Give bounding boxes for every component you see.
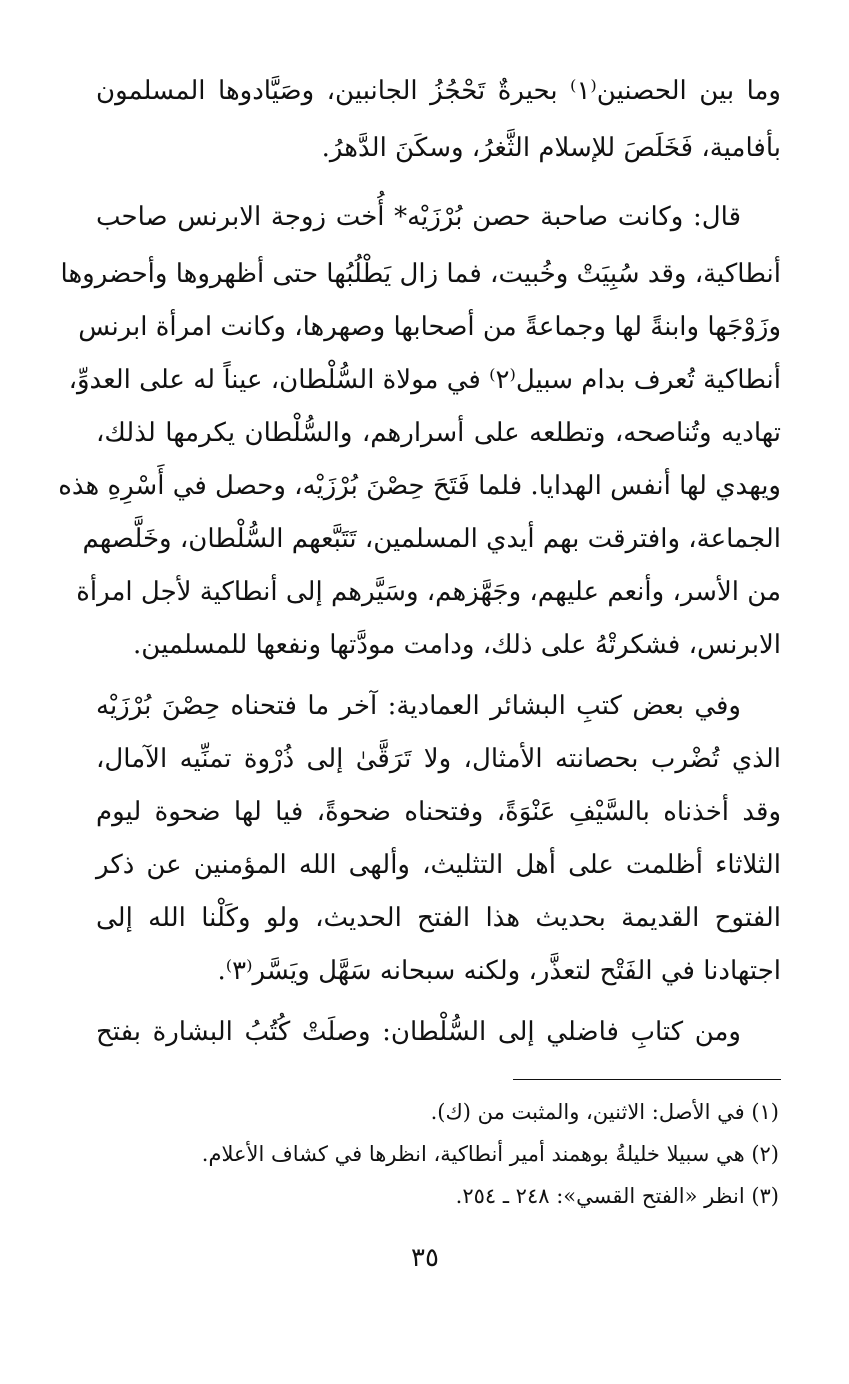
footnote-2: (٢) هي سبيلا خليلةُ بوهمند أمير أنطاكية، انظرها في كشاف الأعلام. <box>201 1142 779 1166</box>
body-line-14: وقد أخذناه بالسَّيْفِ عَنْوَةً، وفتحناه ضحوةً، فيا لها ضحوة ليوم <box>96 797 781 827</box>
body-line-6: أنطاكية تُعرف بدام سبيل⁽٢⁾ في مولاة السُّلْطان، عيناً له على العدوِّ، <box>68 365 781 395</box>
body-line-8: ويهدي لها أنفس الهدايا. فلما فَتَحَ حِصْنَ بُرْزَيْه، وحصل في أَسْرِهِ هذه <box>58 471 781 501</box>
body-line-10: من الأسر، وأنعم عليهم، وجَهَّزهم، وسَيَّرهم إلى أنطاكية لأجل امرأة <box>76 577 781 607</box>
body-line-1: وما بين الحصنين⁽١⁾ بحيرةٌ تَحْجُزُ الجانبين، وصَيَّادوها المسلمون <box>96 76 781 106</box>
footnote-3: (٣) انظر «الفتح القسي»: ٢٤٨ ـ ٢٥٤. <box>455 1184 779 1208</box>
body-line-2: بأفامية، فَخَلَصَ للإسلام الثَّغرُ، وسكَنَ الدَّهرُ. <box>321 133 781 163</box>
body-line-5: وزَوْجَها وابنةً لها وجماعةً من أصحابها وصهرها، وكانت امرأة ابرنس <box>78 312 781 342</box>
body-line-12: وفي بعض كتبِ البشائر العمادية: آخر ما فتحناه حِصْنَ بُرْزَيْه <box>96 691 741 721</box>
body-line-3: قال: وكانت صاحبة حصن بُرْزَيْه* أُخت زوجة الابرنس صاحب <box>96 202 741 232</box>
footnote-separator <box>513 1079 781 1080</box>
body-line-15: الثلاثاء أظلمت على أهل التثليث، وألهى الله المؤمنين عن ذكر <box>96 850 781 880</box>
body-line-18: ومن كتابِ فاضلي إلى السُّلْطان: وصلَتْ كُتُبُ البشارة بفتح <box>96 1017 741 1047</box>
body-line-13: الذي تُضْرب بحصانته الأمثال، ولا تَرَقَّىٰ إلى ذُرْوة تمنِّيه الآمال، <box>96 744 781 774</box>
body-line-9: الجماعة، وافترقت بهم أيدي المسلمين، تَتَبَّعهم السُّلْطان، وخَلَّصهم <box>82 524 781 554</box>
footnote-1: (١) في الأصل: الاثنين، والمثبت من (ك). <box>430 1100 779 1124</box>
body-line-16: الفتوح القديمة بحديث هذا الفتح الحديث، ولو وكَلْنا الله إلى <box>96 903 781 933</box>
body-line-4: أنطاكية، وقد سُبِيَتْ وخُبيت، فما زال يَطْلُبُها حتى أظهروها وأحضروها <box>60 259 781 289</box>
body-line-7: تهاديه وتُناصحه، وتطلعه على أسرارهم، والسُّلْطان يكرمها لذلك، <box>96 418 781 448</box>
body-line-11: الابرنس، فشكرتْهُ على ذلك، ودامت مودَّتها ونفعها للمسلمين. <box>133 630 781 660</box>
body-line-17: اجتهادنا في الفَتْح لتعذَّر، ولكنه سبحانه سَهَّل ويَسَّر⁽٣⁾. <box>217 956 781 986</box>
page-number: ٣٥ <box>411 1243 439 1273</box>
